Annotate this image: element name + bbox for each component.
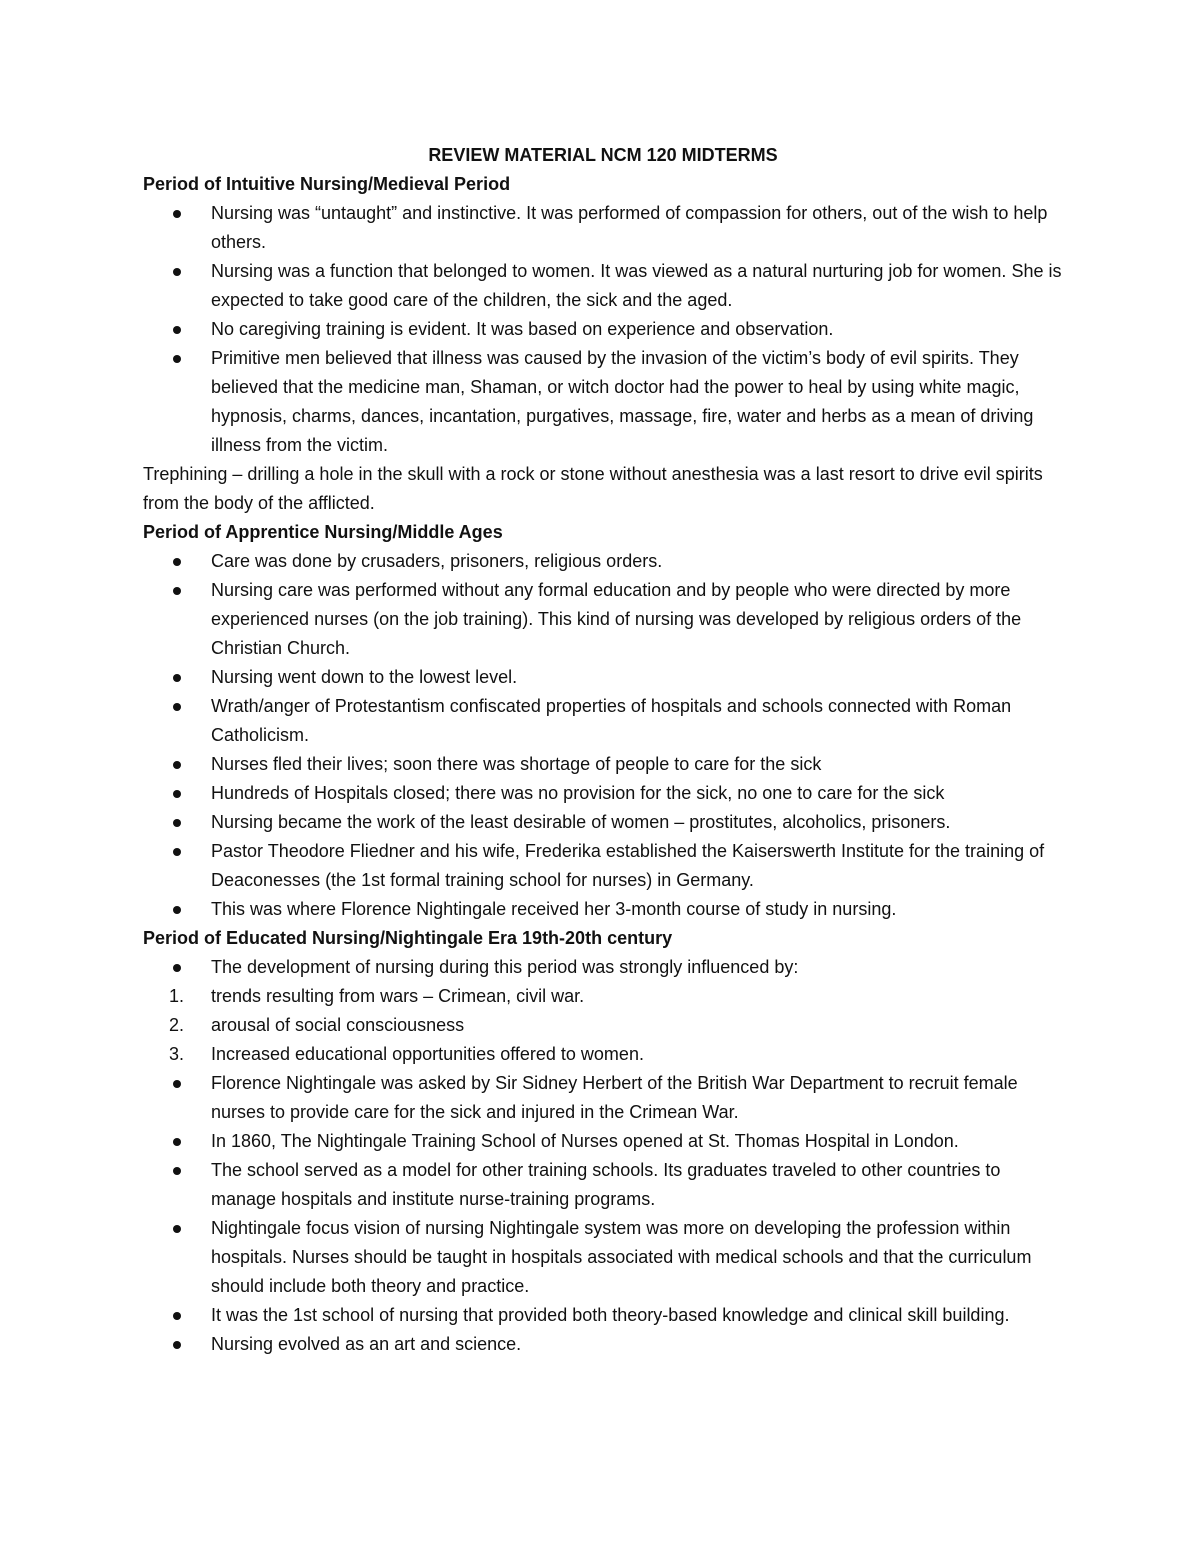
bullet-icon <box>173 1341 181 1349</box>
trephining-paragraph: Trephining – drilling a hole in the skull with a rock or stone without anesthesia was a last resort to drive evil spirits from the body of the afflicted. <box>143 464 1043 513</box>
list-item-text: The development of nursing during this period was strongly influenced by: <box>211 957 799 977</box>
list-item-text: Nursing evolved as an art and science. <box>211 1334 522 1354</box>
list-item <box>143 779 1063 808</box>
list-item-text: Nightingale focus vision of nursing Nightingale system was more on developing the profession within hospitals. Nurses should be taught in hospitals associated with medical schools and that the curriculum should include both theory and practice. <box>211 1218 1032 1296</box>
section-heading-intuitive: Period of Intuitive Nursing/Medieval Period <box>143 174 511 194</box>
list-item-text: Nurses fled their lives; soon there was shortage of people to care for the sick <box>211 754 822 774</box>
document-page <box>143 141 1063 1359</box>
list-item-text: Increased educational opportunities offered to women. <box>211 1044 644 1064</box>
numbered-list-influences <box>143 982 1063 1069</box>
list-number: 2. <box>169 1015 185 1035</box>
bullet-icon <box>173 1167 181 1175</box>
section-heading-apprentice: Period of Apprentice Nursing/Middle Ages <box>143 522 503 542</box>
document-title: REVIEW MATERIAL NCM 120 MIDTERMS <box>428 145 778 165</box>
numbered-item <box>143 1011 1063 1040</box>
numbered-item <box>143 1040 1063 1069</box>
list-item-text: arousal of social consciousness <box>211 1015 465 1035</box>
bullet-icon <box>173 1138 181 1146</box>
list-item <box>143 837 1063 895</box>
list-item <box>143 895 1063 924</box>
list-number: 3. <box>169 1044 185 1064</box>
bullet-icon <box>173 268 181 276</box>
bullet-icon <box>173 326 181 334</box>
list-item-text: Hundreds of Hospitals closed; there was no provision for the sick, no one to care for the sick <box>211 783 945 803</box>
bullet-icon <box>173 210 181 218</box>
list-item-text: Nursing was a function that belonged to women. It was viewed as a natural nurturing job for women. She is expected to take good care of the children, the sick and the aged. <box>211 261 1062 310</box>
list-item <box>143 1330 1063 1359</box>
list-item <box>143 547 1063 576</box>
list-item-text: Primitive men believed that illness was caused by the invasion of the victim’s body of evil spirits. They believed that the medicine man, Shaman, or witch doctor had the power to heal by using white magic, hypnosis, charms, dances, incantation, purgatives, massage, fire, water and herbs as a mean of driving illness from the victim. <box>211 348 1034 455</box>
list-item-text: Wrath/anger of Protestantism confiscated properties of hospitals and schools connected with Roman Catholicism. <box>211 696 1012 745</box>
bullet-icon <box>173 761 181 769</box>
bullet-list-educated <box>143 1069 1063 1359</box>
list-item <box>143 344 1063 460</box>
bullet-icon <box>173 1312 181 1320</box>
list-item-text: Care was done by crusaders, prisoners, religious orders. <box>211 551 663 571</box>
list-item-text: Florence Nightingale was asked by Sir Sidney Herbert of the British War Department to recruit female nurses to provide care for the sick and injured in the Crimean War. <box>211 1073 1018 1122</box>
list-item-text: Nursing care was performed without any formal education and by people who were directed by more experienced nurses (on the job training). This kind of nursing was developed by religious orders of the Christian Church. <box>211 580 1022 658</box>
list-item <box>143 750 1063 779</box>
bullet-icon <box>173 1225 181 1233</box>
list-item <box>143 1214 1063 1301</box>
list-item-text: Nursing became the work of the least desirable of women – prostitutes, alcoholics, prisoners. <box>211 812 951 832</box>
bullet-icon <box>173 906 181 914</box>
list-item <box>143 315 1063 344</box>
list-item-text: Pastor Theodore Fliedner and his wife, Frederika established the Kaiserswerth Institute for the training of Deaconesses (the 1st formal training school for nurses) in Germany. <box>211 841 1045 890</box>
list-item <box>143 953 1063 982</box>
bullet-list-apprentice <box>143 547 1063 924</box>
list-item <box>143 1069 1063 1127</box>
bullet-icon <box>173 819 181 827</box>
bullet-icon <box>173 558 181 566</box>
list-item <box>143 808 1063 837</box>
list-item-text: Nursing was “untaught” and instinctive. It was performed of compassion for others, out of the wish to help others. <box>211 203 1048 252</box>
list-item <box>143 1156 1063 1214</box>
bullet-list-intuitive <box>143 199 1063 460</box>
bullet-icon <box>173 674 181 682</box>
bullet-icon <box>173 964 181 972</box>
list-number: 1. <box>169 986 185 1006</box>
list-item <box>143 692 1063 750</box>
bullet-list-educated-intro <box>143 953 1063 982</box>
list-item-text: Nursing went down to the lowest level. <box>211 667 518 687</box>
list-item <box>143 576 1063 663</box>
bullet-icon <box>173 848 181 856</box>
bullet-icon <box>173 587 181 595</box>
numbered-item <box>143 982 1063 1011</box>
bullet-icon <box>173 355 181 363</box>
list-item-text: It was the 1st school of nursing that provided both theory-based knowledge and clinical skill building. <box>211 1305 1010 1325</box>
bullet-icon <box>173 1080 181 1088</box>
list-item <box>143 1301 1063 1330</box>
list-item-text: This was where Florence Nightingale received her 3-month course of study in nursing. <box>211 899 897 919</box>
list-item-text: In 1860, The Nightingale Training School of Nurses opened at St. Thomas Hospital in London. <box>211 1131 959 1151</box>
list-item-text: The school served as a model for other training schools. Its graduates traveled to other countries to manage hospitals and institute nurse-training programs. <box>211 1160 1001 1209</box>
list-item-text: trends resulting from wars – Crimean, civil war. <box>211 986 585 1006</box>
list-item <box>143 257 1063 315</box>
list-item <box>143 199 1063 257</box>
list-item <box>143 1127 1063 1156</box>
bullet-icon <box>173 703 181 711</box>
list-item <box>143 663 1063 692</box>
list-item-text: No caregiving training is evident. It was based on experience and observation. <box>211 319 834 339</box>
section-heading-educated: Period of Educated Nursing/Nightingale Era 19th-20th century <box>143 928 673 948</box>
bullet-icon <box>173 790 181 798</box>
